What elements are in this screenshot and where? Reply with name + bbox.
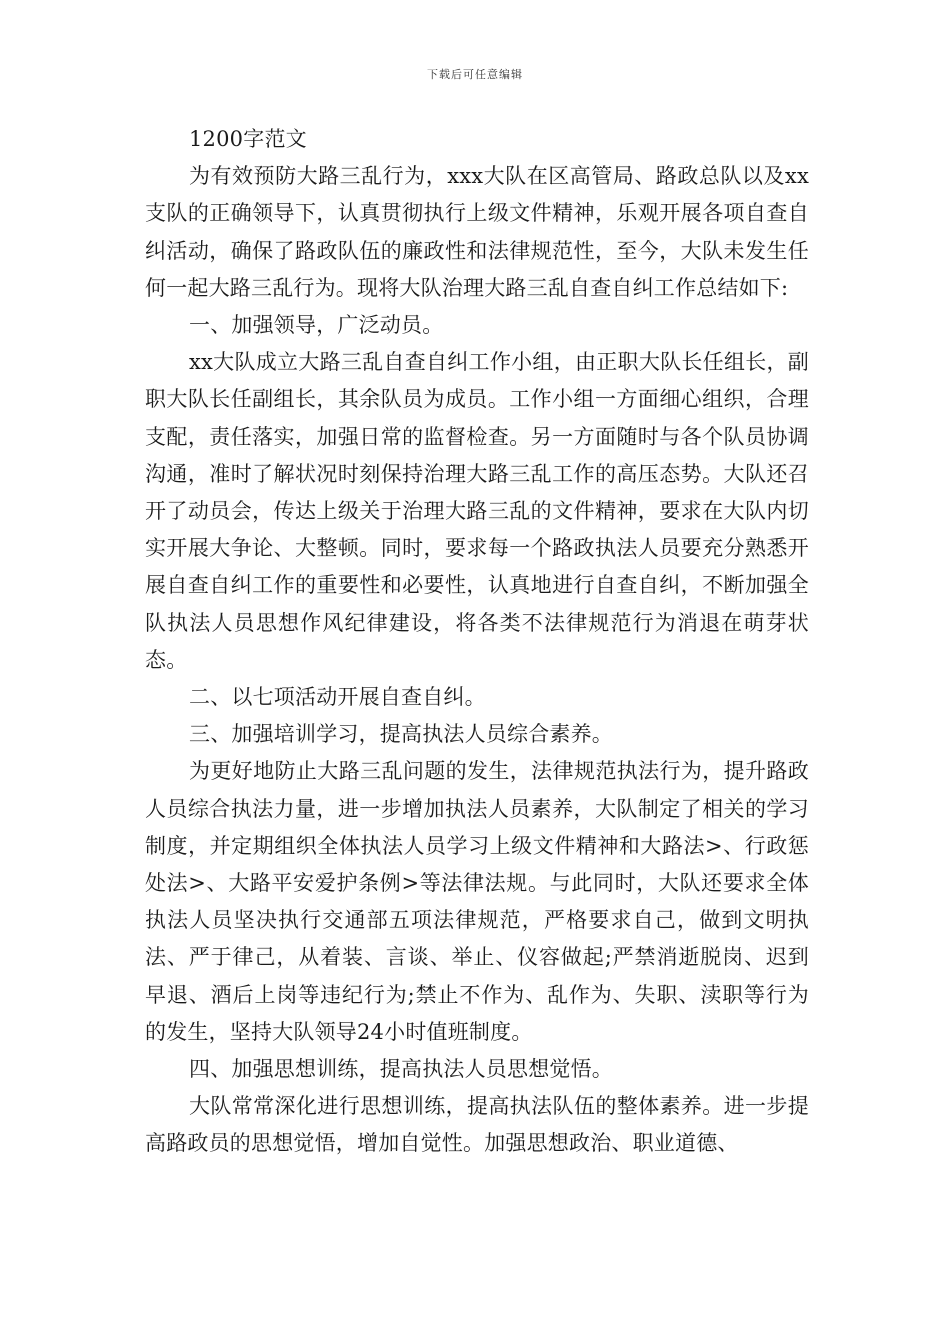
paragraph: 大队常常深化进行思想训练，提高执法队伍的整体素养。进一步提高路政员的思想觉悟，增加自觉性。加强思想政治、职业道德、 xyxy=(145,1094,809,1156)
section-heading: 四、加强思想训练，提高执法人员思想觉悟。 xyxy=(189,1057,613,1082)
document-body xyxy=(145,121,809,1163)
page-header: 下载后可任意编辑 xyxy=(427,68,523,81)
section-heading: 三、加强培训学习，提高执法人员综合素养。 xyxy=(189,722,613,747)
paragraph-title: 1200字范文 xyxy=(189,127,307,151)
section-heading: 二、以七项活动开展自查自纠。 xyxy=(189,685,486,710)
paragraph: xx大队成立大路三乱自查自纠工作小组，由正职大队长任组长，副职大队长任副组长，其余队员为成员。工作小组一方面细心组织，合理支配，责任落实，加强日常的监督检查。另一方面随时与各个队员协调沟通，准时了解状况时刻保持治理大路三乱工作的高压态势。大队还召开了动员会，传达上级关于治理大路三乱的文件精神，要求在大队内切实开展大争论、大整顿。同时，要求每一个路政执法人员要充分熟悉开展自查自纠工作的重要性和必要性，认真地进行自查自纠，不断加强全队执法人员思想作风纪律建设，将各类不法律规范行为消退在萌芽状态。 xyxy=(145,350,809,672)
paragraph: 为更好地防止大路三乱问题的发生，法律规范执法行为，提升路政人员综合执法力量，进一步增加执法人员素养，大队制定了相关的学习制度，并定期组织全体执法人员学习上级文件精神和大路法>、行政惩处法>、大路平安爱护条例>等法律法规。与此同时，大队还要求全体执法人员坚决执行交通部五项法律规范，严格要求自己，做到文明执法、严于律己，从着装、言谈、举止、仪容做起;严禁消逝脱岗、迟到早退、酒后上岗等违纪行为;禁止不作为、乱作为、失职、渎职等行为的发生，坚持大队领导24小时值班制度。 xyxy=(145,759,809,1044)
section-heading: 一、加强领导，广泛动员。 xyxy=(189,313,444,338)
paragraph: 为有效预防大路三乱行为，xxx大队在区高管局、路政总队以及xx支队的正确领导下，认真贯彻执行上级文件精神，乐观开展各项自查自纠活动，确保了路政队伍的廉政性和法律规范性，至今，大队未发生任何一起大路三乱行为。现将大队治理大路三乱自查自纠工作总结如下: xyxy=(145,164,809,300)
